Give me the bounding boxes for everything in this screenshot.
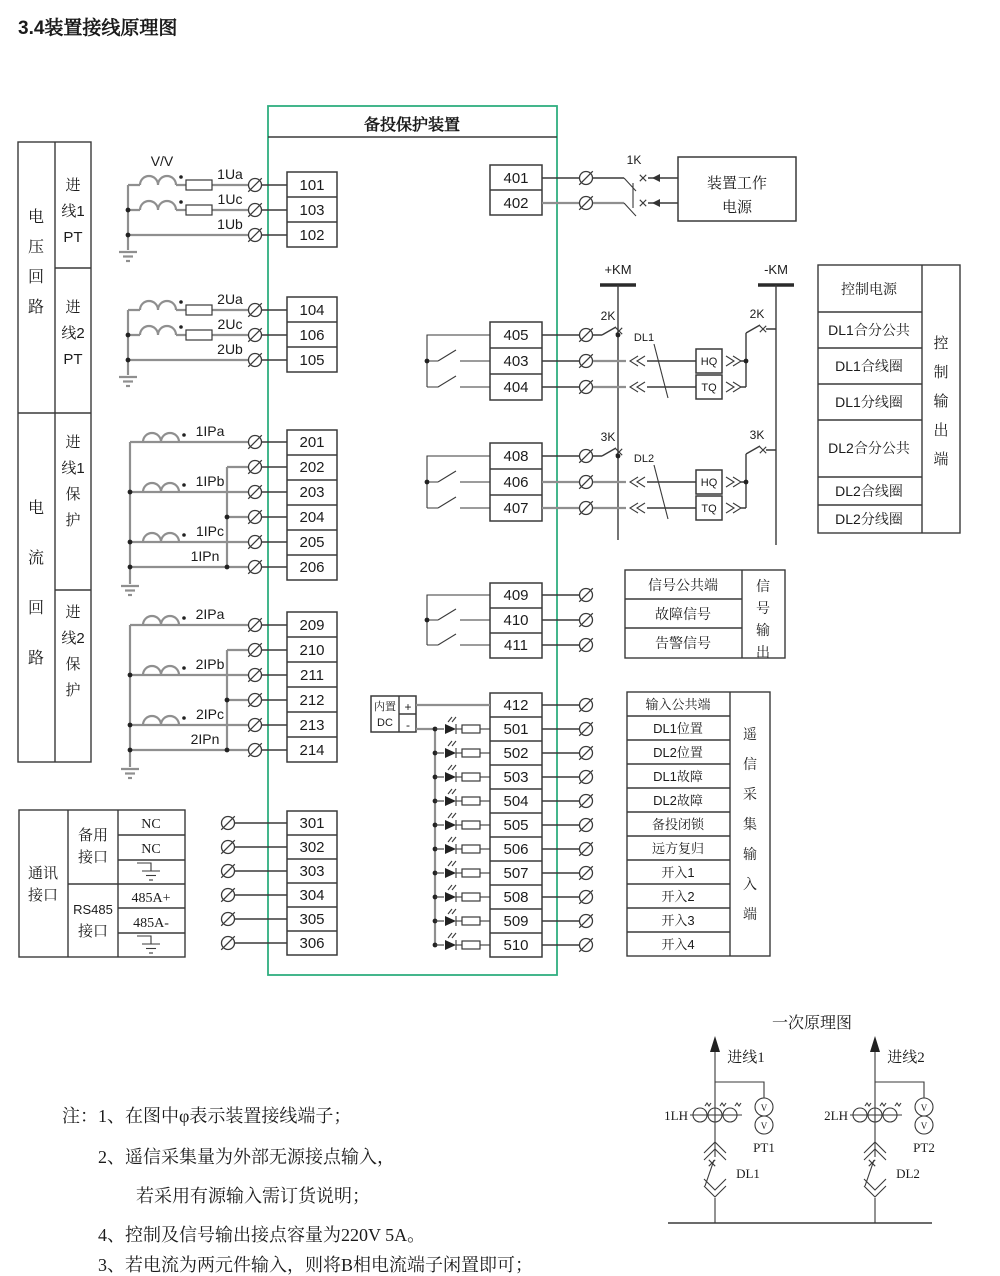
tel-side-char: 采 [743, 786, 757, 802]
ct2-wiring [121, 606, 287, 778]
rs485-port-label: 接口 [77, 923, 109, 940]
note-line: 注：1、在图中φ表示装置接线端子； [62, 1106, 352, 1126]
terminal-405: 405 [503, 327, 529, 344]
485a-minus-row: 485A- [133, 916, 169, 931]
signal-output-table [625, 570, 785, 660]
terminal-506: 506 [503, 841, 529, 858]
note-line: 2、遥信采集量为外部无源接点输入， [98, 1147, 395, 1167]
485a-plus-row: 485A+ [131, 891, 171, 906]
note-line: 4、控制及信号输出接点容量为220V 5A。 [98, 1225, 426, 1245]
terminal-304: 304 [299, 887, 325, 904]
terminal-510: 510 [503, 937, 529, 954]
ct1-label: 1LH [664, 1108, 688, 1123]
vv-label: V/V [150, 153, 174, 169]
tel-side-char: 入 [743, 876, 757, 892]
terminal-201: 201 [299, 434, 325, 451]
terminal-505: 505 [503, 817, 529, 834]
sig-side-char: 输 [756, 622, 770, 638]
voltage-loop-char: 回 [27, 269, 45, 286]
primary-one-line-diagram [664, 1014, 935, 1223]
nc-row: NC [141, 842, 161, 857]
tel-row: 开入2 [661, 889, 695, 904]
terminal-203: 203 [299, 484, 325, 501]
dl2-contact-label: DL2 [633, 453, 655, 465]
wire-label-2uc: 2Uc [217, 316, 243, 332]
terminal-301: 301 [299, 815, 325, 832]
terminal-408: 408 [503, 448, 529, 465]
dl1-contact-label: DL1 [633, 332, 655, 344]
tel-side-char: 信 [743, 756, 757, 772]
current-loop-char: 回 [27, 600, 45, 617]
ctl-row: DL1分线圈 [835, 394, 903, 410]
ctl-row: DL2分线圈 [835, 511, 903, 527]
dl2-control-circuit [593, 428, 776, 520]
pt1-v: V [760, 1103, 768, 1113]
terminal-404: 404 [503, 379, 529, 396]
switch-2k-label: 2K [749, 307, 765, 321]
tq-coil-label: TQ [701, 503, 717, 515]
terminal-410: 410 [503, 612, 529, 629]
terminal-502: 502 [503, 745, 529, 762]
wire-label-1ua: 1Ua [217, 166, 243, 182]
switch-2k-label: 2K [600, 309, 616, 323]
tel-row: DL1位置 [653, 721, 703, 736]
terminal-507: 507 [503, 865, 529, 882]
line1-prot-label: 护 [65, 512, 81, 529]
ctl-row: 控制电源 [841, 281, 897, 297]
terminal-402: 402 [503, 195, 529, 212]
terminal-blocks-left [287, 172, 337, 955]
dl1-primary-label: DL1 [736, 1166, 760, 1181]
tel-row: 开入3 [661, 913, 695, 928]
power-box-label: 装置工作 [706, 175, 768, 192]
voltage-loop-char: 压 [27, 239, 45, 256]
tel-row: 输入公共端 [645, 697, 711, 712]
ctl-row: DL2合线圈 [835, 483, 903, 499]
sig-row: 信号公共端 [648, 577, 718, 593]
ct1-wiring [121, 423, 287, 595]
control-output-table [818, 265, 960, 533]
wire-label-1ub: 1Ub [217, 216, 243, 232]
current-loop-char: 流 [27, 550, 45, 567]
terminal-509: 509 [503, 913, 529, 930]
builtin-dc-label: 内置 [374, 701, 396, 713]
terminal-210: 210 [299, 642, 325, 659]
terminal-214: 214 [299, 742, 325, 759]
dc-minus: - [406, 718, 410, 732]
ctl-side-char: 出 [933, 422, 949, 439]
terminal-305: 305 [299, 911, 325, 928]
tel-side-char: 遥 [743, 726, 757, 742]
terminal-213: 213 [299, 717, 325, 734]
line2-prot-label: 线2 [61, 630, 85, 647]
ctl-row: DL1合线圈 [835, 358, 903, 374]
tel-row: DL1故障 [653, 769, 703, 784]
line2-prot-label: 进 [65, 604, 81, 621]
sig-row: 告警信号 [655, 635, 711, 651]
dl1-control-circuit [593, 307, 776, 399]
wire-label-1uc: 1Uc [217, 191, 243, 207]
tel-row: 远方复归 [651, 841, 705, 856]
primary-title: 一次原理图 [771, 1015, 853, 1032]
pt1-label: 进 [65, 177, 81, 194]
line1-prot-label: 保 [65, 486, 81, 503]
tel-side-char: 输 [743, 846, 757, 862]
pt2-wiring [119, 291, 287, 386]
pt1-v: V [760, 1121, 768, 1131]
terminal-202: 202 [299, 459, 325, 476]
terminal-503: 503 [503, 769, 529, 786]
terminal-211: 211 [300, 667, 324, 684]
spare-port-label: 备用 [77, 827, 109, 844]
pt1-label: PT1 [753, 1140, 775, 1155]
voltage-loop-char: 电 [27, 209, 45, 226]
sig-side-char: 号 [756, 600, 770, 616]
comm-interface-table [19, 810, 185, 957]
wire-label-2ipn: 2IPn [190, 731, 220, 747]
line1-prot-label: 线1 [61, 460, 85, 477]
terminal-401: 401 [503, 170, 529, 187]
terminal-504: 504 [503, 793, 529, 810]
line2-prot-label: 保 [65, 656, 81, 673]
wire-label-2ub: 2Ub [217, 341, 243, 357]
pt1-label: 线1 [61, 203, 85, 220]
hq-coil-label: HQ [700, 356, 718, 368]
page-title: 3.4装置接线原理图 [18, 18, 178, 39]
terminal-209: 209 [299, 617, 325, 634]
terminal-104: 104 [299, 302, 325, 319]
dl2-primary-label: DL2 [896, 1166, 920, 1181]
terminal-403: 403 [503, 353, 529, 370]
feeder2-label: 进线2 [887, 1050, 925, 1066]
sig-side-char: 出 [756, 644, 770, 660]
terminal-blocks-right [490, 165, 542, 957]
comm-port-label: 接口 [27, 887, 59, 904]
switch-3k-label: 3K [600, 430, 616, 444]
terminal-302: 302 [299, 839, 325, 856]
line1-prot-label: 进 [65, 434, 81, 451]
left-loop-table [18, 142, 91, 762]
ctl-row: DL1合分公共 [828, 322, 910, 338]
terminal-303: 303 [299, 863, 325, 880]
tel-row: DL2位置 [653, 745, 703, 760]
power-box-label: 电源 [721, 199, 753, 216]
notes [62, 1106, 533, 1275]
terminal-106: 106 [299, 327, 325, 344]
telemetry-input-table [627, 692, 770, 956]
feeder1-label: 进线1 [727, 1050, 765, 1066]
sig-side-char: 信 [756, 578, 770, 594]
plus-km-label: +KM [604, 262, 632, 277]
terminal-411: 411 [504, 637, 528, 654]
pt2-label: 进 [65, 299, 81, 316]
terminal-409: 409 [503, 587, 529, 604]
pt2-v: V [920, 1103, 928, 1113]
device-title: 备投保护装置 [363, 117, 461, 134]
wire-label-1ipa: 1IPa [195, 423, 225, 439]
sig-row: 故障信号 [655, 606, 711, 622]
terminal-407: 407 [503, 500, 529, 517]
wire-label-1ipc: 1IPc [195, 523, 225, 539]
terminal-204: 204 [299, 509, 325, 526]
rs485-port-label: RS485 [73, 902, 113, 917]
pt1-label: PT [63, 229, 83, 246]
terminal-205: 205 [299, 534, 325, 551]
ctl-side-char: 控 [933, 335, 949, 352]
builtin-dc-label: DC [377, 717, 393, 729]
pt2-v: V [920, 1121, 928, 1131]
right-terminal-wires [542, 171, 593, 952]
tel-row: 备投闭锁 [651, 817, 705, 832]
current-loop-char: 路 [27, 650, 45, 667]
wire-label-2ipa: 2IPa [195, 606, 225, 622]
note-line: 3、若电流为两元件输入，则将B相电流端子闲置即可； [98, 1255, 534, 1275]
line2-prot-label: 护 [65, 682, 81, 699]
tel-row: 开入1 [661, 865, 695, 880]
terminal-412: 412 [503, 697, 529, 714]
terminal-501: 501 [503, 721, 529, 738]
terminal-306: 306 [299, 935, 325, 952]
terminal-206: 206 [299, 559, 325, 576]
tel-row: DL2故障 [653, 793, 703, 808]
ctl-row: DL2合分公共 [828, 440, 910, 456]
spare-port-label: 接口 [77, 849, 109, 866]
terminal-102: 102 [299, 227, 325, 244]
wire-label-2ipc: 2IPc [195, 706, 225, 722]
tq-coil-label: TQ [701, 382, 717, 394]
pt2-label: 线2 [61, 325, 85, 342]
device-power-circuit [593, 153, 796, 221]
pt2-label: PT2 [913, 1140, 935, 1155]
terminal-508: 508 [503, 889, 529, 906]
tel-side-char: 端 [743, 906, 757, 922]
comm-terminal-wires [221, 816, 287, 950]
tel-side-char: 集 [743, 816, 757, 832]
terminal-103: 103 [299, 202, 325, 219]
voltage-loop-char: 路 [27, 299, 45, 316]
pt1-wiring [119, 153, 287, 261]
wire-label-1ipb: 1IPb [195, 473, 225, 489]
wire-label-1ipn: 1IPn [190, 548, 220, 564]
switch-3k-label: 3K [749, 428, 765, 442]
comm-port-label: 通讯 [27, 865, 59, 882]
ct2-label: 2LH [824, 1108, 848, 1123]
internal-output-contacts [425, 335, 490, 645]
nc-row: NC [141, 817, 161, 832]
wire-label-2ua: 2Ua [217, 291, 243, 307]
switch-1k-label: 1K [626, 153, 642, 167]
terminal-406: 406 [503, 474, 529, 491]
dc-plus: + [404, 700, 412, 714]
hq-coil-label: HQ [700, 477, 718, 489]
wire-label-2ipb: 2IPb [195, 656, 225, 672]
builtin-dc-supply [371, 696, 490, 950]
ctl-side-char: 输 [933, 393, 949, 410]
ctl-side-char: 制 [933, 364, 949, 381]
note-line: 若采用有源输入需订货说明； [136, 1186, 370, 1206]
terminal-212: 212 [299, 692, 325, 709]
terminal-105: 105 [299, 352, 325, 369]
terminal-101: 101 [299, 177, 325, 194]
minus-km-label: -KM [764, 262, 788, 277]
pt2-label: PT [63, 351, 83, 368]
ctl-side-char: 端 [933, 451, 949, 468]
current-loop-char: 电 [27, 500, 45, 517]
tel-row: 开入4 [661, 937, 695, 952]
